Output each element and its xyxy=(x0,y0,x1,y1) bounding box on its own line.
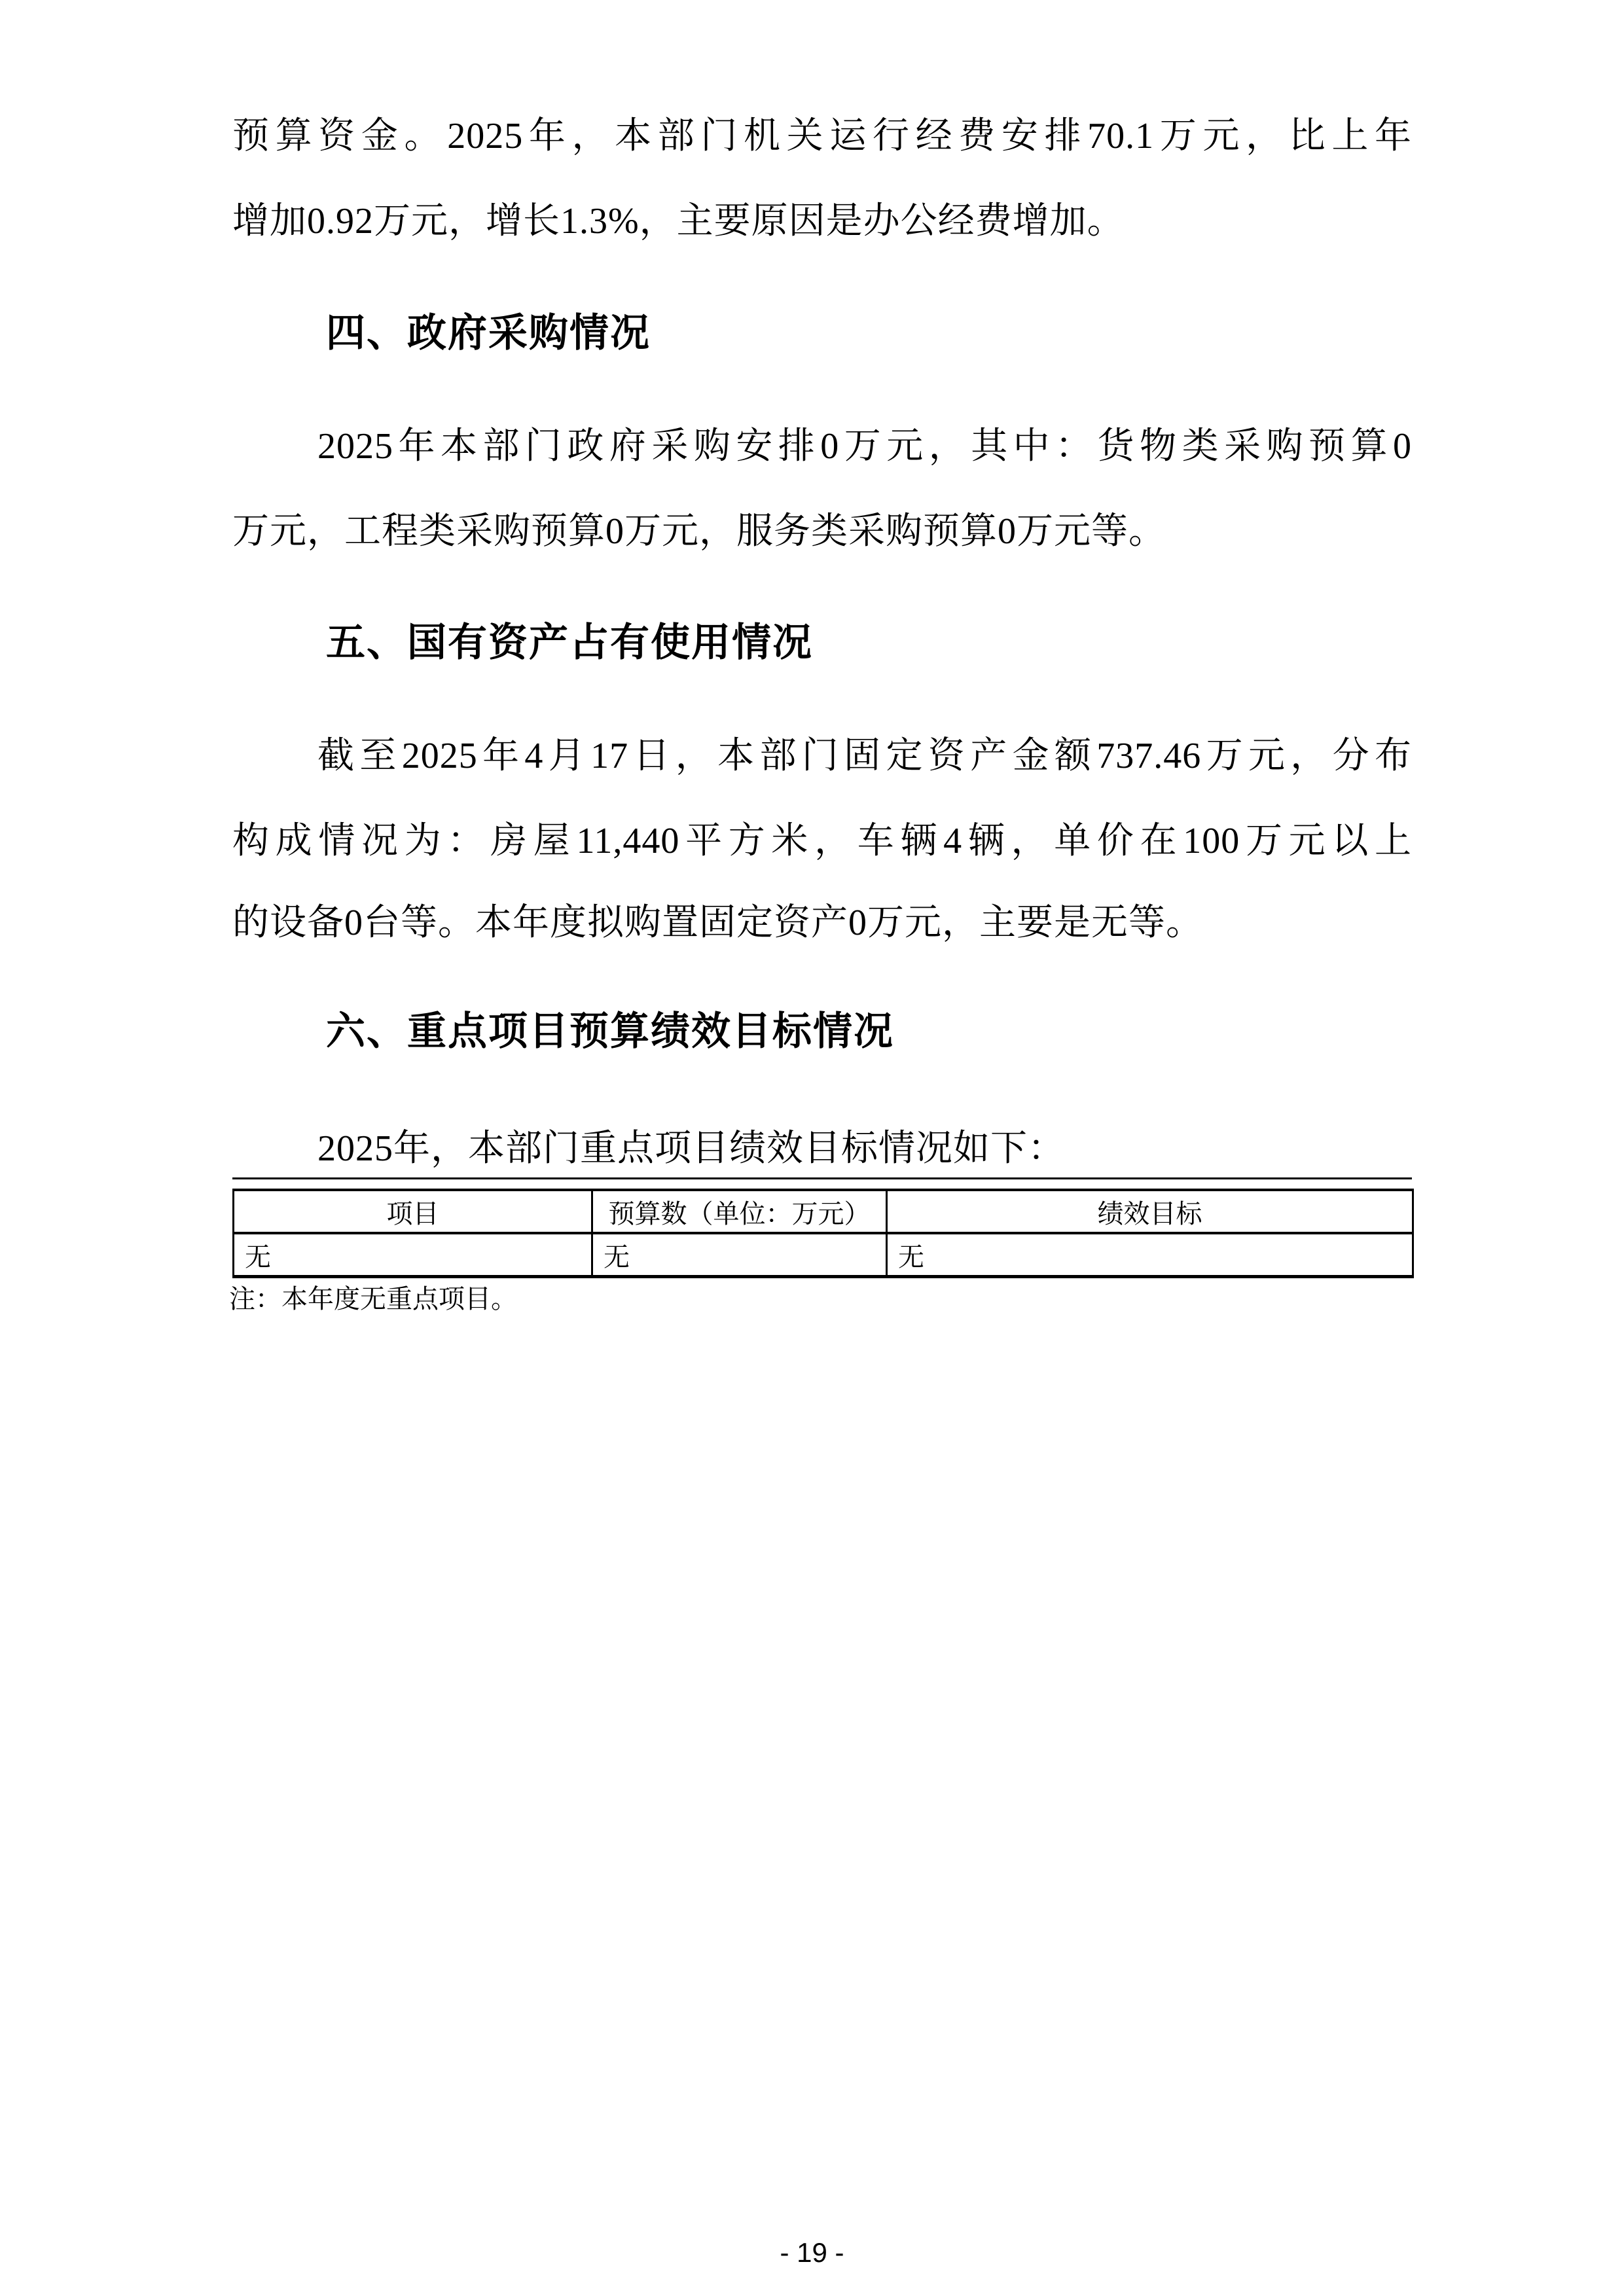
table-row xyxy=(234,1233,1413,1277)
table-cell-performance-target: 无 xyxy=(887,1233,1413,1277)
intro-paragraph-line-2: 增加0.92万元，增长1.3%，主要原因是办公经费增加。 xyxy=(232,201,1125,242)
intro-paragraph-line-1: 预算资金。2025年，本部门机关运行经费安排70.1万元，比上年 xyxy=(232,116,1412,156)
section-heading-key-projects: 六、重点项目预算绩效目标情况 xyxy=(326,1009,894,1053)
table-header-project: 项目 xyxy=(234,1190,592,1233)
table-header-budget-amount: 预算数（单位：万元） xyxy=(592,1190,887,1233)
state-assets-paragraph-line-1: 截至2025年4月17日，本部门固定资产金额737.46万元，分布 xyxy=(317,736,1412,776)
state-assets-paragraph-line-2: 构成情况为：房屋11,440平方米，车辆4辆，单价在100万元以上 xyxy=(232,821,1412,861)
table-note: 注：本年度无重点项目。 xyxy=(229,1284,517,1314)
state-assets-paragraph-line-3: 的设备0台等。本年度拟购置固定资产0万元，主要是无等。 xyxy=(232,903,1203,943)
key-projects-table xyxy=(232,1189,1414,1278)
procurement-paragraph-line-2: 万元，工程类采购预算0万元，服务类采购预算0万元等。 xyxy=(232,511,1166,552)
table-cell-budget-amount: 无 xyxy=(592,1233,887,1277)
table-header-performance-target: 绩效目标 xyxy=(887,1190,1413,1233)
section-heading-state-assets: 五、国有资产占有使用情况 xyxy=(326,620,813,664)
page-number: - 19 - xyxy=(780,2237,844,2268)
key-projects-table-wrap xyxy=(232,1177,1412,1278)
section-heading-government-procurement: 四、政府采购情况 xyxy=(326,311,651,355)
key-projects-intro-line: 2025年，本部门重点项目绩效目标情况如下： xyxy=(317,1128,1065,1169)
table-header-row xyxy=(234,1190,1413,1233)
table-top-rule xyxy=(232,1177,1412,1179)
table-cell-project: 无 xyxy=(245,1242,271,1272)
procurement-paragraph-line-1: 2025年本部门政府采购安排0万元，其中：货物类采购预算0 xyxy=(317,426,1412,467)
